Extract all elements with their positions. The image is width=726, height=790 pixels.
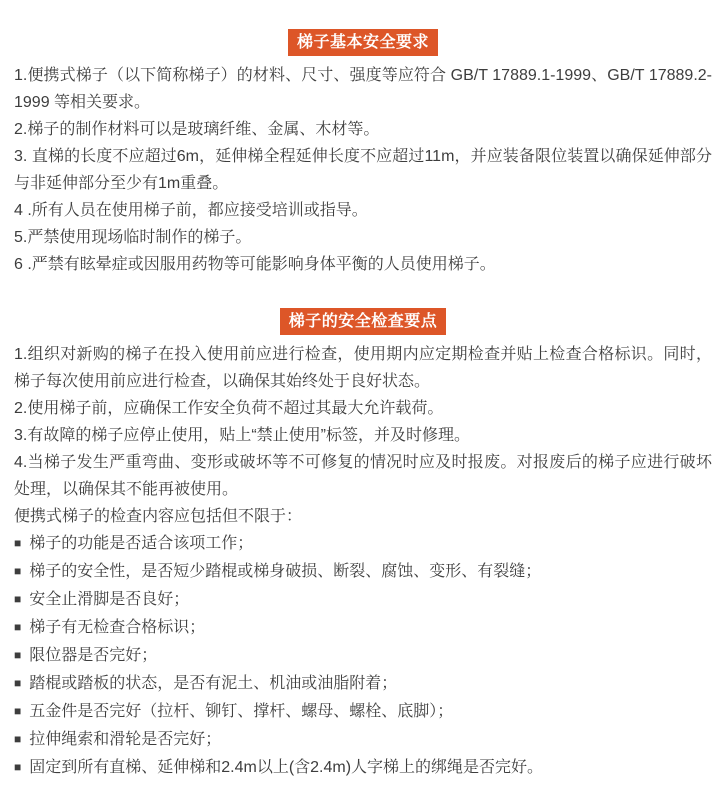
bullet-text: 梯子的功能是否适合该项工作；	[29, 535, 254, 552]
bullet-item	[14, 642, 712, 670]
paragraph: 1.组织对新购的梯子在投入使用前应进行检查，使用期内应定期检查并贴上检查合格标识。同时，梯子每次使用前应进行检查，以确保其始终处于良好状态。	[14, 346, 712, 390]
paragraph: 2.使用梯子前，应确保工作安全负荷不超过其最大允许载荷。	[14, 400, 444, 417]
bullet-square-icon: ■	[14, 564, 22, 578]
bullet-text: 踏棍或踏板的状态，是否有泥土、机油或油脂附着；	[29, 675, 398, 692]
bullet-square-icon: ■	[14, 732, 22, 746]
section-heading	[14, 29, 712, 56]
bullet-item	[14, 614, 712, 642]
section-inspection-points	[14, 308, 712, 782]
paragraph: 便携式梯子的检查内容应包括但不限于：	[14, 508, 303, 525]
bullet-text: 拉伸绳索和滑轮是否完好；	[29, 731, 222, 748]
bullet-square-icon: ■	[14, 620, 22, 634]
bullet-item	[14, 670, 712, 698]
paragraph: 3.有故障的梯子应停止使用，贴上“禁止使用”标签，并及时修理。	[14, 427, 471, 444]
paragraph: 1.便携式梯子（以下简称梯子）的材料、尺寸、强度等应符合 GB/T 17889.1-1999、GB/T 17889.2-1999 等相关要求。	[14, 67, 712, 111]
bullet-square-icon: ■	[14, 536, 22, 550]
paragraph: 4 .所有人员在使用梯子前，都应接受培训或指导。	[14, 202, 368, 219]
section-heading	[14, 308, 712, 335]
bullet-item	[14, 586, 712, 614]
bullet-item	[14, 530, 712, 558]
bullet-text: 安全止滑脚是否良好；	[29, 591, 190, 608]
inspection-checklist	[14, 530, 712, 782]
bullet-text: 梯子有无检查合格标识；	[29, 619, 206, 636]
bullet-square-icon: ■	[14, 760, 22, 774]
bullet-text: 固定到所有直梯、延伸梯和2.4m以上(含2.4m)人字梯上的绑绳是否完好。	[29, 759, 544, 776]
paragraph: 5.严禁使用现场临时制作的梯子。	[14, 229, 252, 246]
bullet-item	[14, 698, 712, 726]
bullet-text: 五金件是否完好（拉杆、铆钉、撑杆、螺母、螺栓、底脚）；	[29, 703, 454, 720]
paragraph: 6 .严禁有眩晕症或因服用药物等可能影响身体平衡的人员使用梯子。	[14, 256, 496, 273]
paragraph: 4.当梯子发生严重弯曲、变形或破坏等不可修复的情况时应及时报废。对报废后的梯子应进行破坏处理，以确保其不能再被使用。	[14, 454, 712, 498]
section-basic-safety	[14, 29, 712, 278]
bullet-item	[14, 754, 712, 782]
bullet-item	[14, 726, 712, 754]
bullet-text: 梯子的安全性，是否短少踏棍或梯身破损、断裂、腐蚀、变形、有裂缝；	[29, 563, 542, 580]
bullet-square-icon: ■	[14, 648, 22, 662]
bullet-square-icon: ■	[14, 676, 22, 690]
bullet-item	[14, 558, 712, 586]
section-title-badge: 梯子基本安全要求	[288, 29, 438, 56]
bullet-square-icon: ■	[14, 592, 22, 606]
bullet-square-icon: ■	[14, 704, 22, 718]
bullet-text: 限位器是否完好；	[29, 647, 158, 664]
section-title-badge: 梯子的安全检查要点	[280, 308, 447, 335]
paragraph: 3. 直梯的长度不应超过6m，延伸梯全程延伸长度不应超过11m，并应装备限位装置以确保延伸部分与非延伸部分至少有1m重叠。	[14, 148, 712, 192]
paragraph: 2.梯子的制作材料可以是玻璃纤维、金属、木材等。	[14, 121, 380, 138]
